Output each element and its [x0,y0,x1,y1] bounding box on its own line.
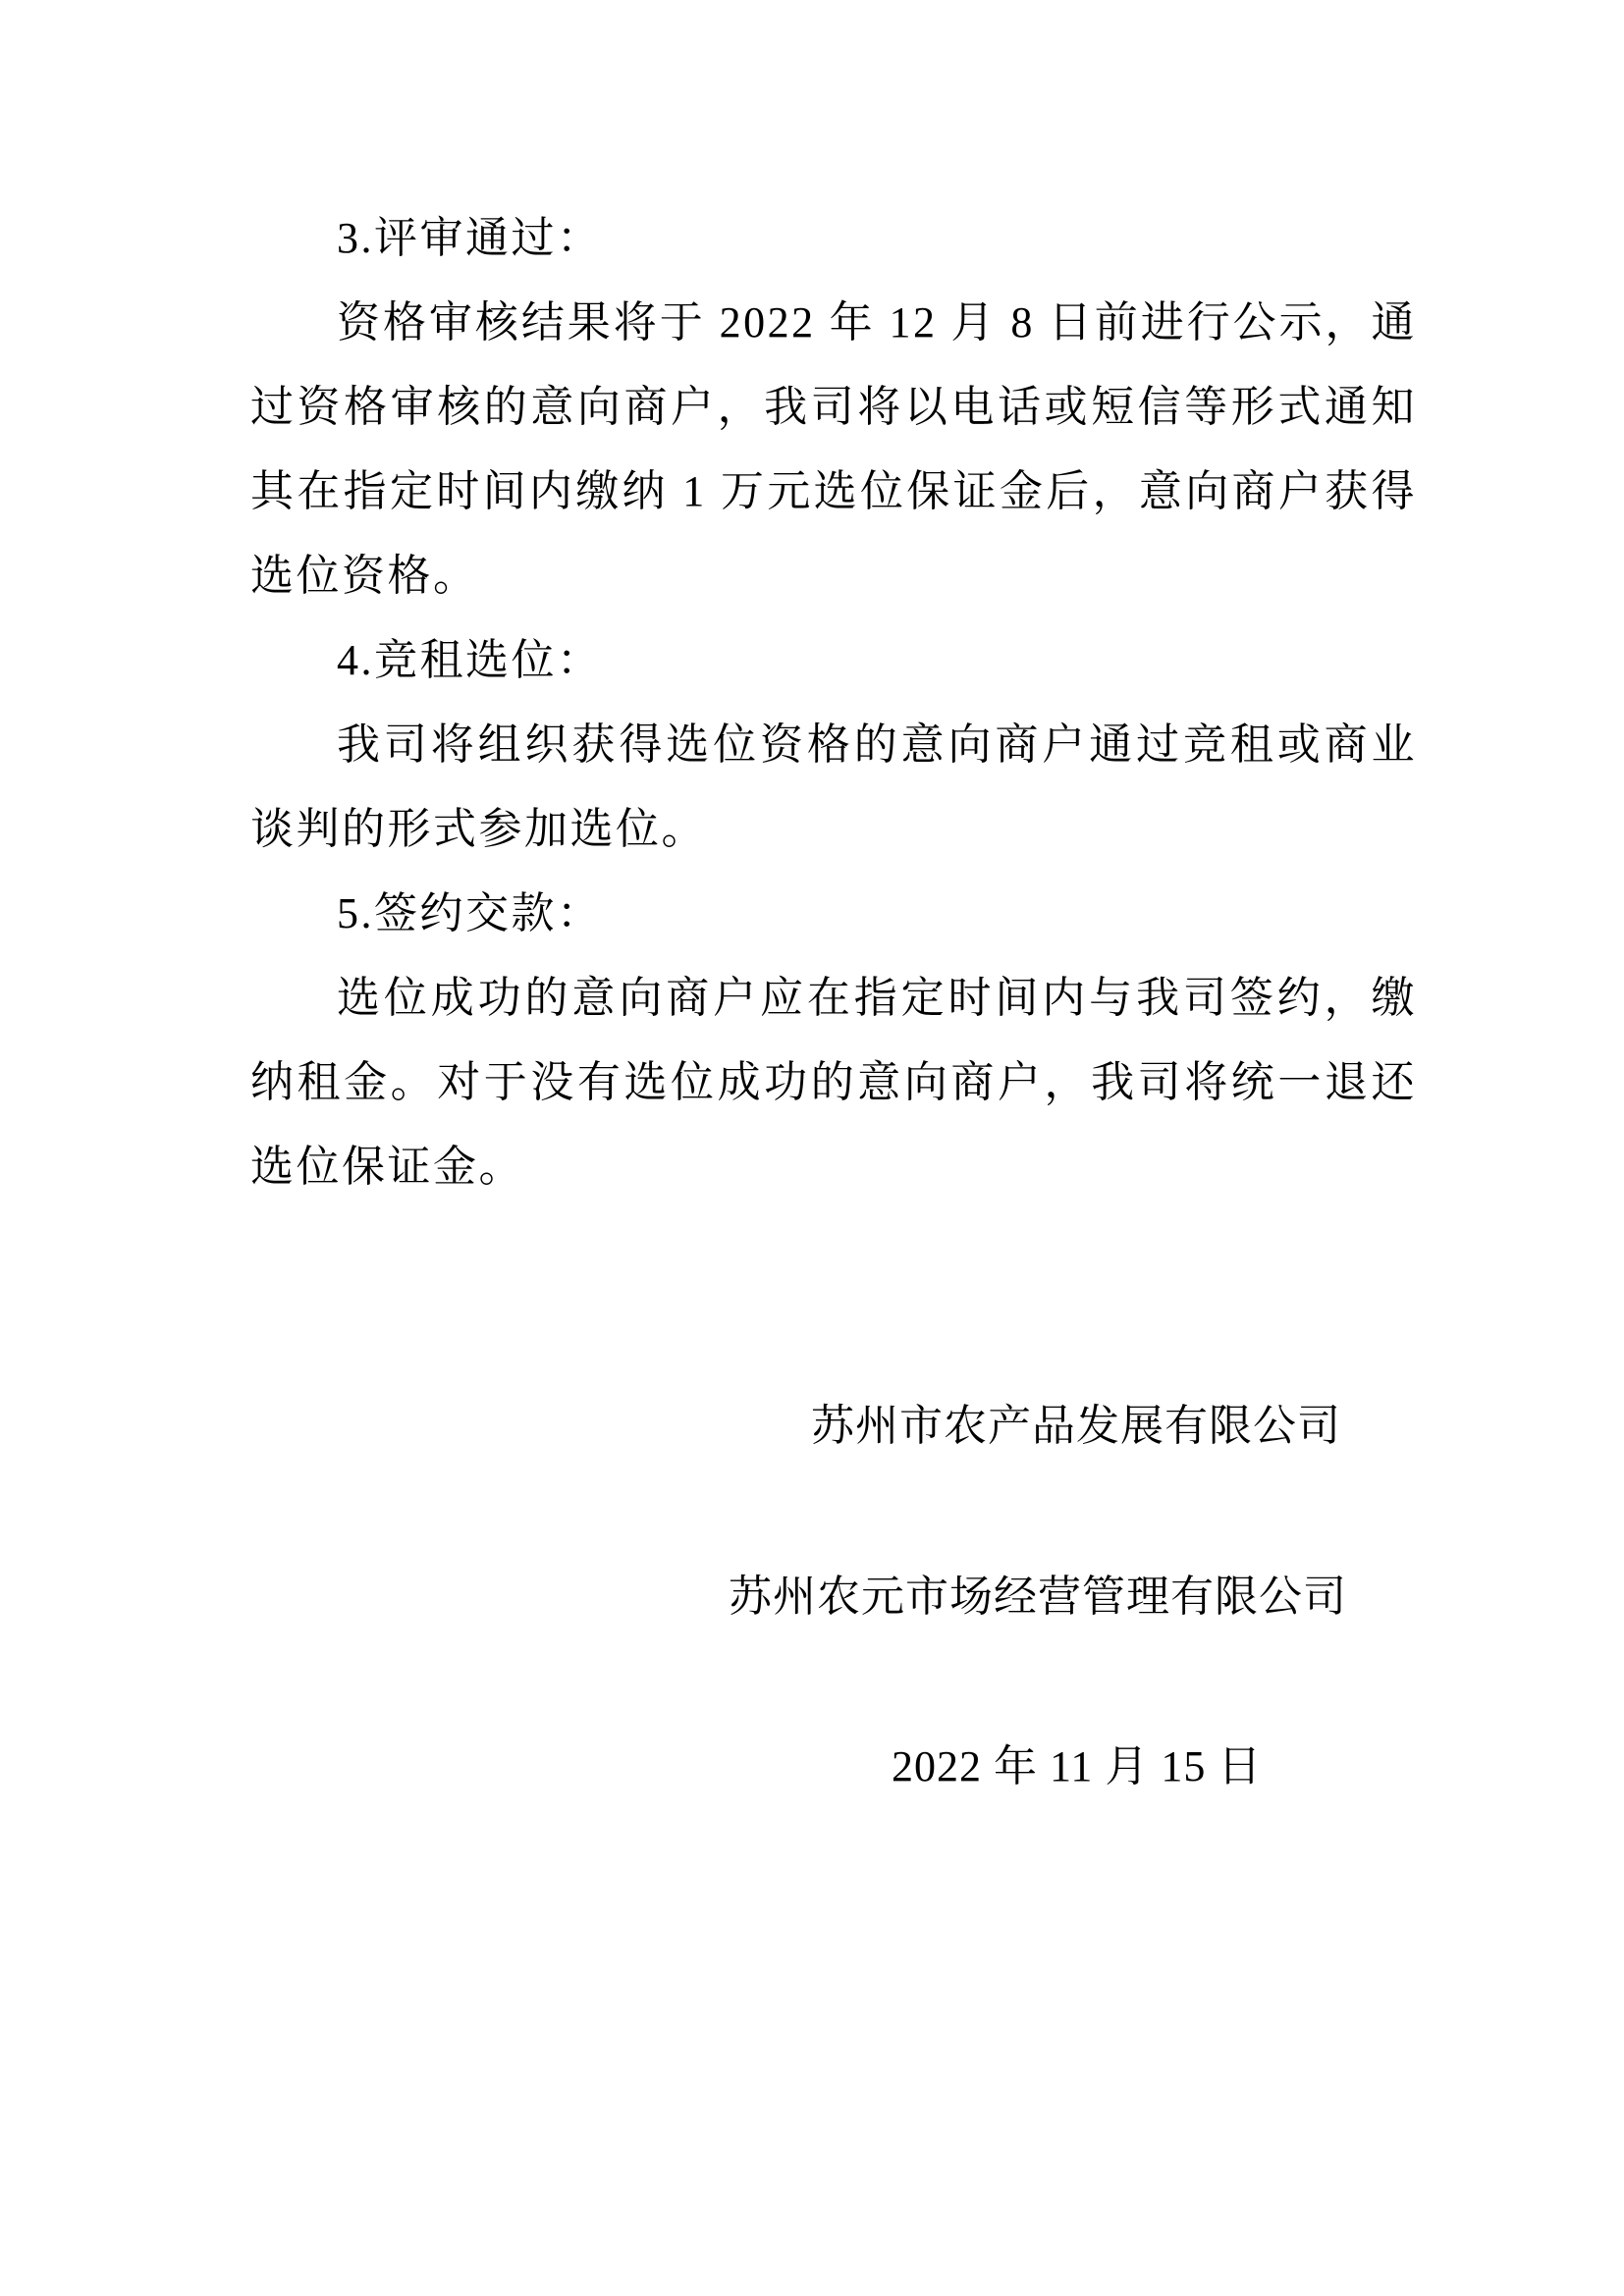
signature-date: 2022 年 11 月 15 日 [892,1742,1263,1790]
section-5-heading: 5.签约交款： [337,889,603,937]
section-4-body: 我司将组织获得选位资格的意向商户通过竞租或商业谈判的形式参加选位。 [250,721,1417,853]
section-3-body: 资格审核结果将于 2022 年 12 月 8 日前进行公示，通过资格审核的意向商户，我司将以电话或短信等形式通知其在指定时间内缴纳 1 万元选位保证金后，意向商户获得选位资格。 [250,298,1417,600]
section-5-body: 选位成功的意向商户应在指定时间内与我司签约，缴纳租金。对于没有选位成功的意向商户，我司将统一退还选位保证金。 [250,974,1417,1191]
document-body [250,196,1417,1209]
section-3-heading: 3.评审通过： [337,214,603,262]
section-4-heading: 4.竞租选位： [337,636,603,684]
signature-company-2: 苏州农元市场经营管理有限公司 [729,1573,1347,1621]
signature-company-1: 苏州市农产品发展有限公司 [811,1402,1341,1450]
